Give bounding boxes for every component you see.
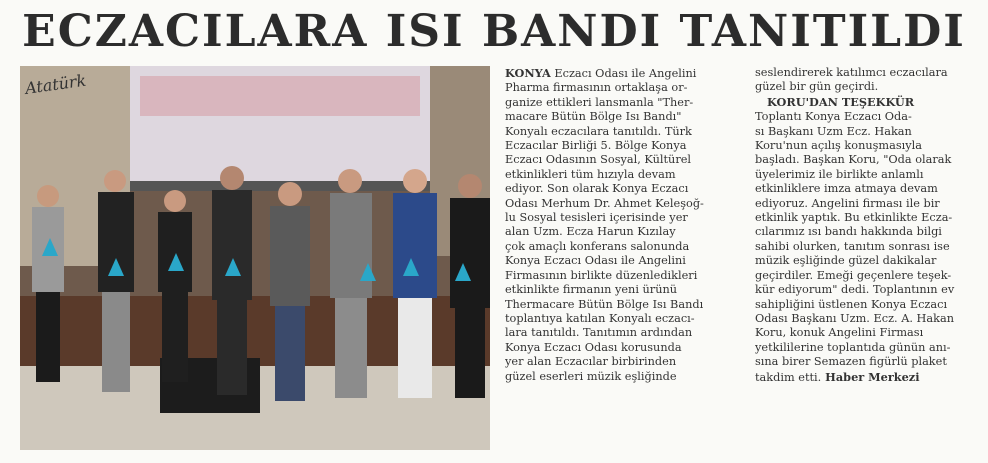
line-text: kür ediyorum" dedi. Toplantının ev (755, 283, 955, 297)
article-column-1 (505, 66, 741, 384)
article-line (505, 355, 741, 369)
line-text: ediyoruz. Angelini firması ile bir (755, 196, 940, 210)
line-text: yer alan Eczacılar birbirinden (505, 355, 677, 369)
article-line (505, 240, 741, 254)
article-line (755, 254, 975, 268)
subheading-text: KORU'DAN TEŞEKKÜR (767, 94, 915, 109)
article-line (755, 283, 975, 297)
line-text: ganize ettikleri lansmanla "Ther- (505, 95, 694, 109)
line-text: Koru'nun açılış konuşmasıyla (755, 139, 923, 153)
line-text: etkinlik yaptık. Bu etkinlikte Ecza- (755, 211, 953, 225)
article-subheading (755, 95, 975, 110)
line-text: lu Sosyal tesisleri içerisinde yer (505, 211, 688, 225)
article-line (755, 153, 975, 167)
line-text: Firmasının birlikte düzenledikleri (505, 268, 698, 282)
article-line (755, 80, 975, 94)
article-line (505, 66, 741, 81)
line-text: sına birer Semazen figürlü plaket (755, 355, 947, 369)
line-text: sahibi olurken, tanıtım sonrası ise (755, 239, 950, 253)
line-text: Eczacı Odasının Sosyal, Kültürel (505, 153, 692, 167)
article-line (505, 153, 741, 167)
line-text: macare Bütün Bölge Isı Bandı" (505, 110, 682, 124)
line-text: güzel bir gün geçirdi. (755, 80, 879, 94)
line-text: Thermacare Bütün Bölge Isı Bandı (505, 297, 704, 311)
signature: Atatürk (23, 70, 88, 98)
line-text: sahipliğini üstlenen Konya Eczacı (755, 297, 948, 311)
article-line (505, 225, 741, 239)
article-photo (20, 66, 490, 450)
line-text: Pharma firmasının ortaklaşa or- (505, 81, 688, 95)
article-line (755, 125, 975, 139)
article-line (505, 269, 741, 283)
article-line (755, 139, 975, 153)
line-text: alan Uzm. Ecza Harun Kızılay (505, 225, 676, 239)
article-line (755, 312, 975, 326)
article-line (755, 240, 975, 254)
article-line (505, 298, 741, 312)
article-line (505, 182, 741, 196)
line-text: ediyor. Son olarak Konya Eczacı (505, 182, 689, 196)
line-text: Odası Merhum Dr. Ahmet Keleşoğ- (505, 196, 704, 210)
line-text: etkinliklere imza atmaya devam (755, 182, 938, 196)
line-text: etkinlikte firmanın yeni ürünü (505, 283, 678, 297)
line-text: müzik eşliğinde güzel dakikalar (755, 254, 937, 268)
line-text: sı Başkanı Uzm Ecz. Hakan (755, 124, 912, 138)
headline: ECZACILARA ISI BANDI TANITILDI (22, 6, 966, 57)
article-column-2 (755, 66, 975, 385)
line-text: güzel eserleri müzik eşliğinde (505, 369, 677, 383)
article-line (505, 312, 741, 326)
byline: Haber Merkezi (821, 369, 920, 384)
article-line (755, 182, 975, 196)
event-photo-illustration (20, 66, 490, 450)
article-line (755, 269, 975, 283)
line-text: Eczacı Odası ile Angelini (550, 67, 697, 80)
article-line (505, 211, 741, 225)
article-line (755, 197, 975, 211)
article-line (505, 197, 741, 211)
article-line (755, 225, 975, 239)
article-line (755, 110, 975, 124)
line-text: Koru, konuk Angelini Firması (755, 326, 924, 340)
line-text: başladı. Başkan Koru, "Oda olarak (755, 153, 952, 167)
line-text: toplantıya katılan Konyalı eczacı- (505, 311, 695, 325)
article-line (755, 355, 975, 369)
article-line (755, 66, 975, 80)
article-line (755, 370, 975, 385)
line-text: Konyalı eczacılara tanıtıldı. Türk (505, 124, 692, 138)
article-line (505, 139, 741, 153)
article-line (505, 81, 741, 95)
line-text: geçirdiler. Emeği geçenlere teşek- (755, 268, 952, 282)
line-text: çok amaçlı konferans salonunda (505, 239, 690, 253)
dateline: KONYA (505, 66, 551, 80)
article-line (505, 254, 741, 268)
article-line (755, 298, 975, 312)
article-line (755, 341, 975, 355)
line-text: üyelerimiz ile birlikte anlamlı (755, 167, 924, 181)
line-text: Konya Eczacı Odası ile Angelini (505, 254, 686, 268)
article-line (755, 326, 975, 340)
article-line (505, 283, 741, 297)
article-line (505, 125, 741, 139)
article-line (505, 96, 741, 110)
article-line (505, 168, 741, 182)
line-text: Odası Başkanı Uzm. Ecz. A. Hakan (755, 311, 954, 325)
article-line (505, 326, 741, 340)
article-line (505, 370, 741, 384)
line-text: takdim etti. (755, 370, 822, 384)
line-text: Toplantı Konya Eczacı Oda- (755, 110, 912, 124)
article-line (505, 110, 741, 124)
line-text: cılarımız ısı bandı hakkında bilgi (755, 225, 942, 239)
article-line (505, 341, 741, 355)
line-text: etkinlikleri tüm hızıyla devam (505, 167, 676, 181)
line-text: yetkililerine toplantıda günün anı- (755, 340, 951, 354)
line-text: lara tanıtıldı. Tanıtımın ardından (505, 326, 693, 340)
article-line (755, 168, 975, 182)
line-text: Konya Eczacı Odası korusunda (505, 340, 682, 354)
line-text: seslendirerek katılımcı eczacılara (755, 66, 948, 79)
article-line (755, 211, 975, 225)
line-text: Eczacılar Birliği 5. Bölge Konya (505, 139, 687, 153)
